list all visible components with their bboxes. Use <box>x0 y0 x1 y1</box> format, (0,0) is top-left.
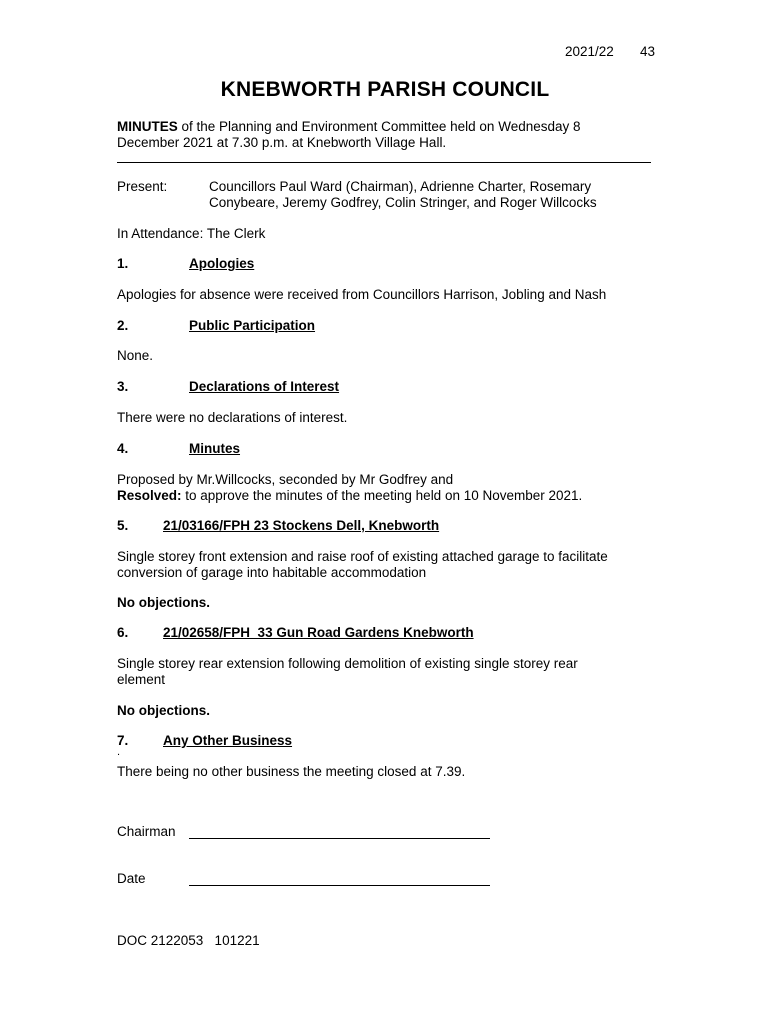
intro-paragraph <box>117 119 657 151</box>
item-6-line-1: Single storey rear extension following demolition of existing single storey rear <box>117 656 578 671</box>
item-2-text: None. <box>117 348 154 363</box>
item-6-number: 6. <box>117 625 129 640</box>
item-4-text <box>117 472 677 504</box>
item-5-description <box>117 549 677 581</box>
item-7-heading: Any Other Business <box>163 733 293 748</box>
item-1-number: 1. <box>117 256 129 271</box>
date-label: Date <box>117 871 146 886</box>
item-5-line-2: conversion of garage into habitable accommodation <box>117 565 427 580</box>
chairman-label: Chairman <box>117 824 176 839</box>
item-7-number: 7. <box>117 733 129 748</box>
item-4-heading: Minutes <box>189 441 241 456</box>
item-7-dot: . <box>117 746 121 758</box>
item-6-description <box>117 656 677 688</box>
item-6-decision: No objections. <box>117 703 211 718</box>
present-list <box>209 179 659 211</box>
chairman-signature-line <box>189 838 490 839</box>
item-5-decision: No objections. <box>117 595 211 610</box>
item-4-proposal: Proposed by Mr.Willcocks, seconded by Mr Godfrey and <box>117 472 454 487</box>
item-2-heading: Public Participation <box>189 318 316 333</box>
header-year: 2021/22 <box>565 44 614 59</box>
page-title: KNEBWORTH PARISH COUNCIL <box>220 78 550 101</box>
item-3-number: 3. <box>117 379 129 394</box>
date-signature-line <box>189 885 490 886</box>
item-4-resolved-label: Resolved: <box>117 488 182 503</box>
item-5-line-1: Single storey front extension and raise roof of existing attached garage to facilitate <box>117 549 608 564</box>
item-1-text: Apologies for absence were received from Councillors Harrison, Jobling and Nash <box>117 287 607 302</box>
present-line-2: Conybeare, Jeremy Godfrey, Colin Stringer, and Roger Willcocks <box>209 195 597 210</box>
intro-minutes-label: MINUTES <box>117 119 178 134</box>
item-7-text: There being no other business the meeting closed at 7.39. <box>117 764 466 779</box>
item-5-heading: 21/03166/FPH 23 Stockens Dell, Knebworth <box>163 518 440 533</box>
intro-line-2: December 2021 at 7.30 p.m. at Knebworth Village Hall. <box>117 135 447 150</box>
present-line-1: Councillors Paul Ward (Chairman), Adrienne Charter, Rosemary <box>209 179 592 194</box>
item-4-number: 4. <box>117 441 129 456</box>
item-5-number: 5. <box>117 518 129 533</box>
item-6-line-2: element <box>117 672 166 687</box>
page-number: 43 <box>640 44 656 59</box>
item-4-resolved-text: to approve the minutes of the meeting held on 10 November 2021. <box>181 488 583 503</box>
document-reference: DOC 2122053 101221 <box>117 933 260 948</box>
present-label: Present: <box>117 179 168 194</box>
item-6-heading: 21/02658/FPH 33 Gun Road Gardens Knebworth <box>163 625 474 640</box>
item-2-number: 2. <box>117 318 129 333</box>
item-3-heading: Declarations of Interest <box>189 379 340 394</box>
intro-line-1: of the Planning and Environment Committee held on Wednesday 8 <box>177 119 581 134</box>
attendance: In Attendance: The Clerk <box>117 226 266 241</box>
item-3-text: There were no declarations of interest. <box>117 410 348 425</box>
item-1-heading: Apologies <box>189 256 255 271</box>
separator-rule <box>117 162 651 163</box>
